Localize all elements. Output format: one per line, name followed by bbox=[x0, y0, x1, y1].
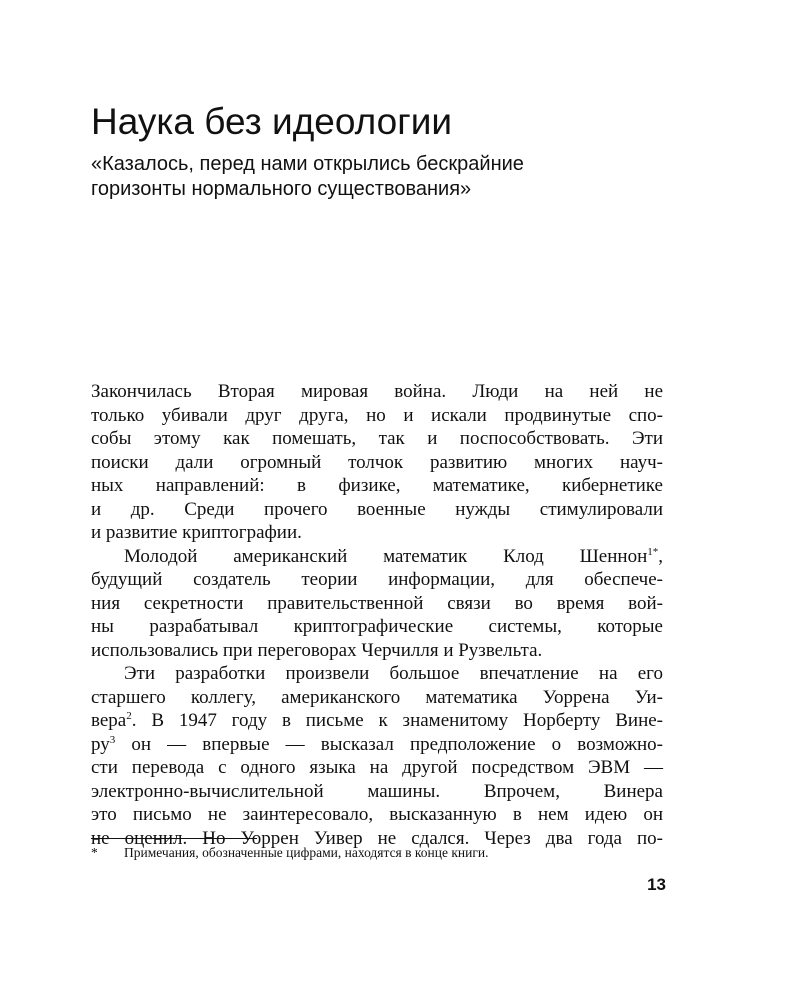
text-line: ных направлений: в физике, математике, кибернетике bbox=[91, 475, 663, 496]
text-line: Эти разработки произвели большое впечатление на его bbox=[124, 663, 663, 684]
text-line bbox=[91, 545, 663, 569]
footnote-ref: 2 bbox=[126, 710, 132, 722]
text-fragment: , bbox=[658, 545, 663, 567]
text-fragment: ру bbox=[91, 733, 110, 755]
text-line: и др. Среди прочего военные нужды стимулировали bbox=[91, 498, 663, 520]
text-line: сти перевода с одного языка на другой посредством ЭВМ — bbox=[91, 757, 663, 778]
footnote-divider bbox=[91, 838, 257, 839]
text-line: Закончилась Вторая мировая война. Люди на ней не bbox=[91, 381, 663, 402]
text-line: старшего коллегу, американского математика Уоррена Уи- bbox=[91, 686, 663, 708]
paragraph bbox=[91, 545, 663, 663]
text-line: поиски дали огромный толчок развитию многих науч- bbox=[91, 451, 663, 473]
text-line: ны разрабатывал криптографические системы, которые bbox=[91, 616, 663, 637]
text-line: это письмо не заинтересовало, высказанную в нем идею он bbox=[91, 804, 663, 825]
text-fragment: он — впервые — высказал предположение о возможно- bbox=[115, 733, 663, 755]
page-number: 13 bbox=[647, 875, 666, 894]
text-line: и развитие криптографии. bbox=[91, 522, 302, 543]
chapter-epigraph bbox=[91, 152, 691, 202]
text-line: будущий создатель теории информации, для обеспече- bbox=[91, 569, 663, 590]
text-fragment: . В 1947 году в письме к знаменитому Норберту Вине- bbox=[131, 710, 663, 731]
epigraph-line: горизонты нормального существования» bbox=[91, 178, 472, 200]
text-line: электронно-вычислительной машины. Впрочем, Винера bbox=[91, 780, 663, 802]
footnote bbox=[91, 844, 671, 862]
text-line: ния секретности правительственной связи во время вой- bbox=[91, 592, 663, 614]
text-fragment: Молодой американский математик Клод Шеннон bbox=[124, 545, 648, 567]
text-line bbox=[91, 709, 663, 733]
text-line: не оценил. Но Уоррен Уивер не сдался. Через два года по- bbox=[91, 827, 663, 849]
text-line bbox=[91, 733, 663, 757]
footnote-mark: * bbox=[91, 845, 98, 860]
footnote-ref: 3 bbox=[109, 733, 116, 746]
body-text bbox=[91, 380, 663, 850]
epigraph-line: «Казалось, перед нами открылись бескрайние bbox=[91, 153, 524, 175]
chapter-title: Наука без идеологии bbox=[91, 101, 453, 142]
footnote-text: Примечания, обозначенные цифрами, находятся в конце книги. bbox=[124, 845, 489, 860]
text-line: только убивали друг друга, но и искали продвинутые спо- bbox=[91, 404, 663, 426]
paragraph bbox=[91, 380, 663, 545]
paragraph bbox=[91, 662, 663, 850]
text-line: использовались при переговорах Черчилля и Рузвельта. bbox=[91, 639, 543, 661]
footnote-ref: 1* bbox=[647, 545, 659, 558]
text-line: собы этому как помешать, так и поспособствовать. Эти bbox=[91, 428, 663, 449]
text-fragment: вера bbox=[91, 710, 127, 731]
